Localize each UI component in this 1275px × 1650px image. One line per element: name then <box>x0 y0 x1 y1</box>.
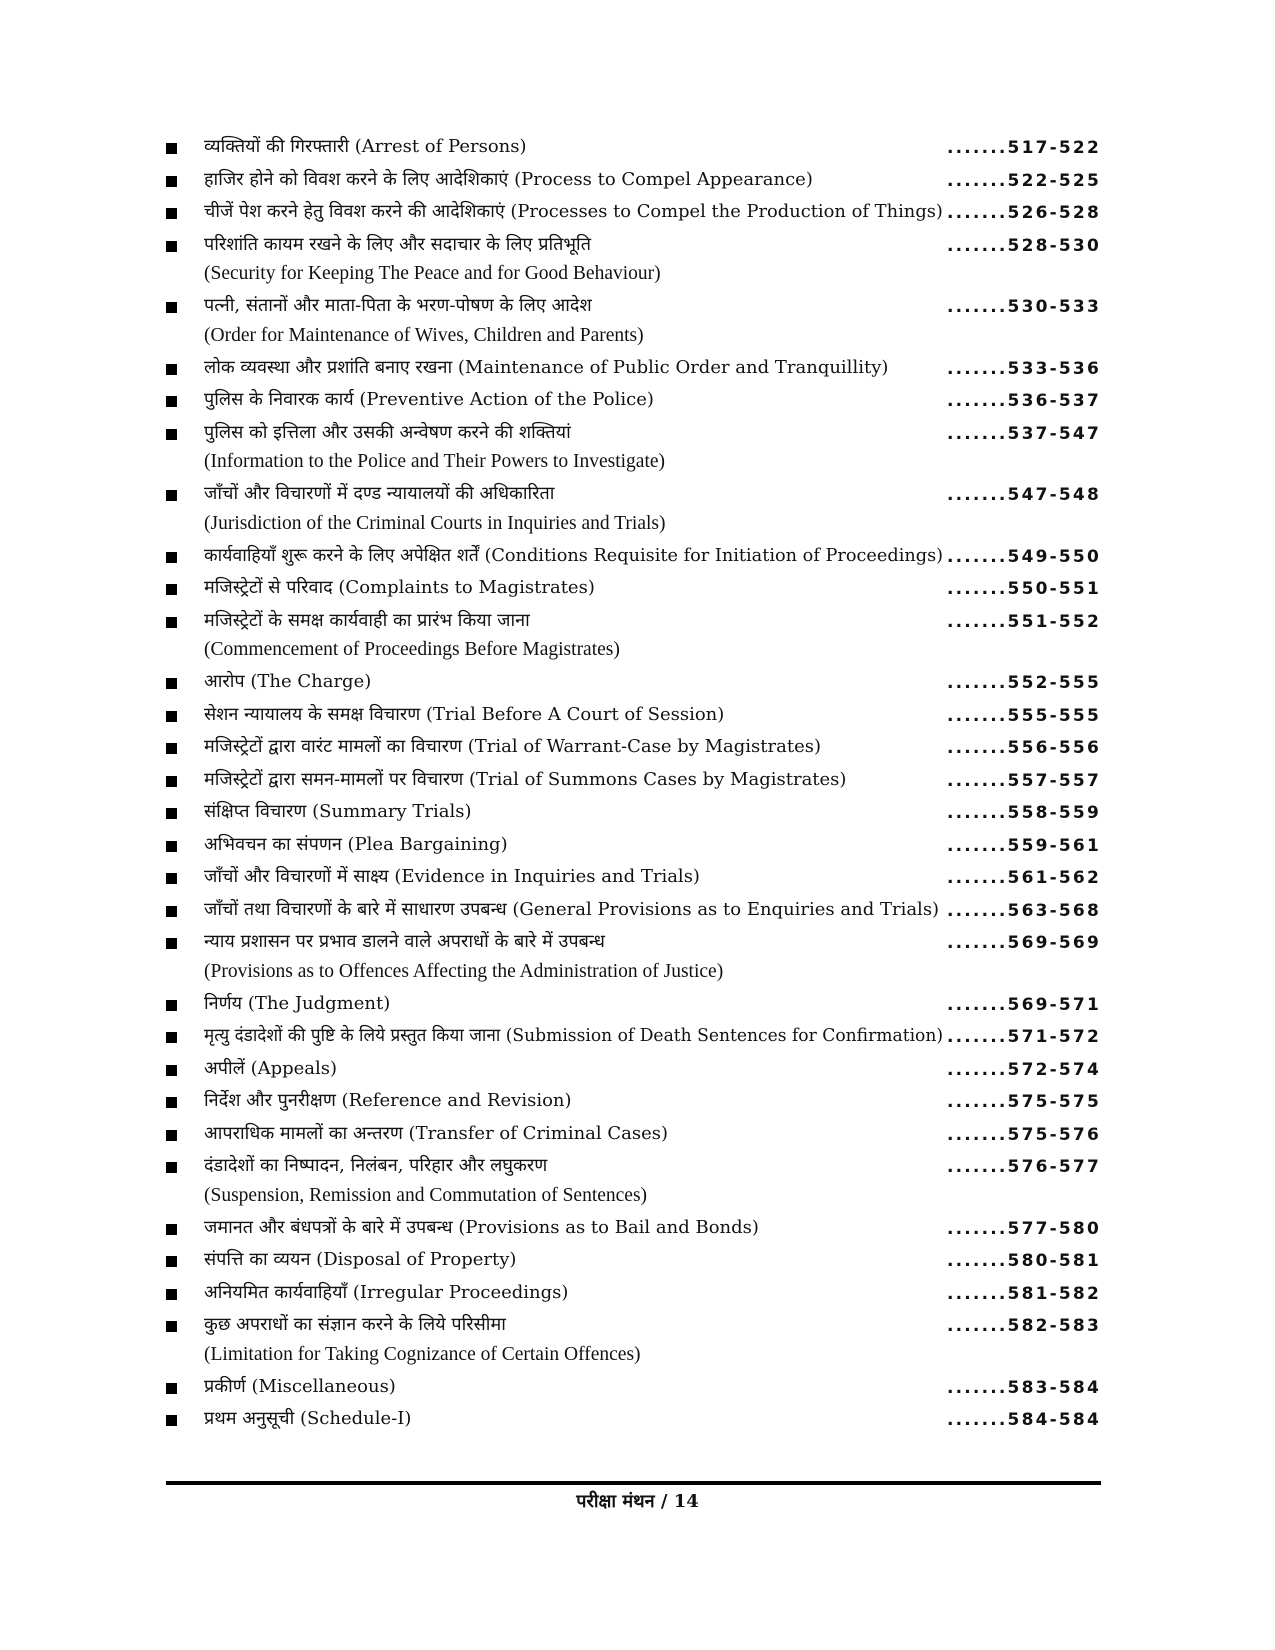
toc-entry-row <box>164 1151 1101 1184</box>
toc-entry-row <box>164 667 1101 700</box>
toc-entry-title: सेशन न्यायालय के समक्ष विचारण (Trial Before A Court of Session) <box>204 703 725 725</box>
toc-entry-row <box>164 418 1101 451</box>
toc-entry-title: मृत्यु दंडादेशों की पुष्टि के लिये प्रस्तुत किया जाना (Submission of Death Sentences for Confirmation) <box>204 1025 944 1046</box>
square-bullet-icon <box>166 938 177 949</box>
toc-entry-row <box>164 541 1101 574</box>
toc-entry-title: परिशांति कायम रखने के लिए और सदाचार के लिए प्रतिभूति <box>204 233 591 255</box>
toc-entry <box>164 1021 1101 1054</box>
toc-entry-row <box>164 573 1101 606</box>
toc-entry <box>164 1151 1101 1213</box>
toc-entry-pages: .......569-569 <box>946 933 1101 953</box>
toc-entry-subtitle-row <box>164 638 1101 667</box>
toc-entry <box>164 479 1101 541</box>
toc-entry-title: प्रथम अनुसूची (Schedule-I) <box>204 1408 412 1429</box>
square-bullet-icon <box>166 743 177 754</box>
toc-entry-pages: .......530-533 <box>946 297 1101 317</box>
toc-entry-pages: .......526-528 <box>946 203 1101 223</box>
toc-entry <box>164 385 1101 418</box>
square-bullet-icon <box>166 1256 177 1267</box>
toc-entry-row <box>164 927 1101 960</box>
toc-entry <box>164 1245 1101 1278</box>
toc-entry <box>164 353 1101 386</box>
square-bullet-icon <box>166 617 177 628</box>
toc-entry-row <box>164 479 1101 512</box>
toc-entry-row <box>164 797 1101 830</box>
toc-entry-pages: .......559-561 <box>946 835 1101 856</box>
toc-entry-subtitle-row <box>164 512 1101 541</box>
square-bullet-icon <box>166 711 177 722</box>
toc-entry-row <box>164 830 1101 863</box>
toc-entry <box>164 797 1101 830</box>
toc-entry-subtitle: (Information to the Police and Their Powers to Investigate) <box>204 451 666 472</box>
toc-entry <box>164 197 1101 230</box>
toc-entry-pages: .......572-574 <box>946 1059 1101 1080</box>
toc-entry <box>164 573 1101 606</box>
toc-entry <box>164 1372 1101 1405</box>
toc-entry-pages: .......575-575 <box>946 1092 1101 1112</box>
toc-entry-pages: .......547-548 <box>946 485 1101 505</box>
toc-entry <box>164 1213 1101 1246</box>
toc-entry-row <box>164 353 1101 386</box>
toc-entry-title: व्यक्तियों की गिरफ्तारी (Arrest of Persons) <box>204 136 527 157</box>
toc-entry <box>164 862 1101 895</box>
square-bullet-icon <box>166 1162 177 1173</box>
toc-entry-title: जाँचों और विचारणों में साक्ष्य (Evidence in Inquiries and Trials) <box>204 866 700 887</box>
toc-entry-title: हाजिर होने को विवश करने के लिए आदेशिकाएं (Process to Compel Appearance) <box>204 168 813 190</box>
toc-entry-title: निर्णय (The Judgment) <box>204 992 391 1014</box>
toc-entry <box>164 732 1101 765</box>
toc-entry-row <box>164 862 1101 895</box>
toc-entry <box>164 765 1101 798</box>
toc-entry-row <box>164 606 1101 639</box>
toc-entry <box>164 1119 1101 1152</box>
toc-entry-row <box>164 197 1101 230</box>
square-bullet-icon <box>166 552 177 563</box>
toc-entry-pages: .......556-556 <box>946 738 1101 758</box>
toc-entry-row <box>164 165 1101 198</box>
toc-entry-row <box>164 230 1101 263</box>
square-bullet-icon <box>166 808 177 819</box>
square-bullet-icon <box>166 1097 177 1108</box>
toc-entry-pages: .......571-572 <box>946 1027 1101 1047</box>
toc-entry-title: संपत्ति का व्ययन (Disposal of Property) <box>204 1249 517 1270</box>
toc-entry-pages: .......582-583 <box>946 1316 1101 1336</box>
toc-entry-title: मजिस्ट्रेटों के समक्ष कार्यवाही का प्रारंभ किया जाना <box>204 609 530 631</box>
toc-entry-row <box>164 385 1101 418</box>
toc-entry-title: लोक व्यवस्था और प्रशांति बनाए रखना (Maintenance of Public Order and Tranquillity) <box>204 356 889 378</box>
toc-entry-subtitle-row <box>164 960 1101 989</box>
toc-entry-title: न्याय प्रशासन पर प्रभाव डालने वाले अपराधों के बारे में उपबन्ध <box>204 931 605 952</box>
toc-entry-title: आरोप (The Charge) <box>204 671 372 692</box>
toc-entry-row <box>164 895 1101 928</box>
toc-entry <box>164 830 1101 863</box>
square-bullet-icon <box>166 841 177 852</box>
toc-entry-pages: .......517-522 <box>946 138 1101 158</box>
toc-entry <box>164 418 1101 480</box>
footer-rule <box>166 1481 1101 1485</box>
square-bullet-icon <box>166 429 177 440</box>
toc-entry-pages: .......577-580 <box>946 1218 1101 1239</box>
table-of-contents <box>164 132 1101 1437</box>
toc-entry-subtitle: (Security for Keeping The Peace and for Good Behaviour) <box>204 263 661 284</box>
toc-entry <box>164 700 1101 733</box>
toc-entry-subtitle-row <box>164 262 1101 291</box>
square-bullet-icon <box>166 1383 177 1394</box>
toc-entry-title: अपीलें (Appeals) <box>204 1057 338 1079</box>
toc-entry-pages: .......550-551 <box>946 579 1101 599</box>
toc-entry-pages: .......528-530 <box>946 235 1101 256</box>
square-bullet-icon <box>166 396 177 407</box>
square-bullet-icon <box>166 208 177 219</box>
toc-entry-pages: .......533-536 <box>946 358 1101 379</box>
toc-entry-title: जमानत और बंधपत्रों के बारे में उपबन्ध (Provisions as to Bail and Bonds) <box>204 1216 759 1238</box>
toc-entry-title: संक्षिप्त विचारण (Summary Trials) <box>204 801 472 822</box>
toc-entry-title: मजिस्ट्रेटों से परिवाद (Complaints to Magistrates) <box>204 577 595 598</box>
toc-entry-pages: .......552-555 <box>946 673 1101 693</box>
toc-entry-subtitle: (Limitation for Taking Cognizance of Certain Offences) <box>204 1343 641 1365</box>
toc-entry <box>164 1054 1101 1087</box>
square-bullet-icon <box>166 1065 177 1076</box>
toc-entry-row <box>164 1119 1101 1152</box>
square-bullet-icon <box>166 1415 177 1426</box>
toc-entry-title: कार्यवाहियाँ शुरू करने के लिए अपेक्षित शर्तें (Conditions Requisite for Initiation of Proceedings) <box>204 544 944 566</box>
toc-entry-pages: .......581-582 <box>946 1283 1101 1304</box>
square-bullet-icon <box>166 873 177 884</box>
toc-entry <box>164 230 1101 292</box>
toc-entry <box>164 1086 1101 1119</box>
toc-entry-title: कुछ अपराधों का संज्ञान करने के लिये परिसीमा <box>204 1314 506 1335</box>
toc-entry <box>164 165 1101 198</box>
square-bullet-icon <box>166 1224 177 1235</box>
toc-entry-title: जाँचों तथा विचारणों के बारे में साधारण उपबन्ध (General Provisions as to Enquiries and Trials) <box>204 898 940 920</box>
toc-entry <box>164 291 1101 353</box>
square-bullet-icon <box>166 584 177 595</box>
square-bullet-icon <box>166 1321 177 1332</box>
square-bullet-icon <box>166 302 177 313</box>
toc-entry-pages: .......558-559 <box>946 803 1101 823</box>
toc-entry-row <box>164 1310 1101 1343</box>
square-bullet-icon <box>166 241 177 252</box>
toc-entry-subtitle-row <box>164 1184 1101 1213</box>
toc-entry-row <box>164 1372 1101 1405</box>
toc-entry-pages: .......569-571 <box>946 994 1101 1015</box>
toc-entry-title: प्रकीर्ण (Miscellaneous) <box>204 1375 396 1397</box>
toc-entry-pages: .......549-550 <box>946 546 1101 567</box>
toc-entry-pages: .......551-552 <box>946 611 1101 632</box>
toc-entry-row <box>164 1278 1101 1311</box>
toc-entry-subtitle-row <box>164 450 1101 479</box>
square-bullet-icon <box>166 1000 177 1011</box>
square-bullet-icon <box>166 1130 177 1141</box>
toc-entry-subtitle: (Order for Maintenance of Wives, Children and Parents) <box>204 324 644 346</box>
square-bullet-icon <box>166 143 177 154</box>
toc-entry-title: मजिस्ट्रेटों द्वारा वारंट मामलों का विचारण (Trial of Warrant-Case by Magistrates) <box>204 736 821 757</box>
toc-entry-title: अभिवचन का संपणन (Plea Bargaining) <box>204 833 508 855</box>
toc-entry <box>164 541 1101 574</box>
toc-entry-title: चीजें पेश करने हेतु विवश करने की आदेशिकाएं (Processes to Compel the Production of Things) <box>204 201 943 222</box>
toc-entry-title: आपराधिक मामलों का अन्तरण (Transfer of Criminal Cases) <box>204 1122 669 1144</box>
square-bullet-icon <box>166 364 177 375</box>
toc-entry-row <box>164 989 1101 1022</box>
toc-entry-title: जाँचों और विचारणों में दण्ड न्यायालयों की अधिकारिता <box>204 483 555 504</box>
toc-entry-pages: .......580-581 <box>946 1251 1101 1271</box>
toc-entry-pages: .......557-557 <box>946 770 1101 791</box>
toc-entry-pages: .......575-576 <box>946 1124 1101 1145</box>
toc-entry-pages: .......576-577 <box>946 1157 1101 1177</box>
toc-entry <box>164 1404 1101 1437</box>
toc-entry-pages: .......537-547 <box>946 423 1101 444</box>
toc-entry-row <box>164 1054 1101 1087</box>
toc-entry-title: पुलिस के निवारक कार्य (Preventive Action of the Police) <box>204 389 654 410</box>
toc-entry-subtitle: (Jurisdiction of the Criminal Courts in Inquiries and Trials) <box>204 512 666 534</box>
toc-entry-row <box>164 700 1101 733</box>
toc-entry-pages: .......584-584 <box>946 1410 1101 1430</box>
toc-entry-row <box>164 1086 1101 1119</box>
square-bullet-icon <box>166 678 177 689</box>
toc-entry-title: अनियमित कार्यवाहियाँ (Irregular Proceedings) <box>204 1281 569 1303</box>
toc-entry <box>164 1278 1101 1311</box>
toc-entry-pages: .......563-568 <box>946 900 1101 921</box>
square-bullet-icon <box>166 906 177 917</box>
toc-entry-pages: .......522-525 <box>946 170 1101 191</box>
square-bullet-icon <box>166 490 177 501</box>
toc-entry-pages: .......561-562 <box>946 868 1101 888</box>
toc-entry-subtitle-row <box>164 324 1101 353</box>
toc-entry-subtitle: (Commencement of Proceedings Before Magistrates) <box>204 639 620 660</box>
toc-entry-pages: .......536-537 <box>946 391 1101 411</box>
toc-entry-subtitle: (Suspension, Remission and Commutation of Sentences) <box>204 1184 648 1206</box>
toc-entry-row <box>164 1245 1101 1278</box>
toc-entry-row <box>164 1021 1101 1054</box>
toc-entry-row <box>164 1404 1101 1437</box>
toc-entry <box>164 1310 1101 1372</box>
toc-entry-row <box>164 732 1101 765</box>
toc-entry <box>164 667 1101 700</box>
toc-entry <box>164 989 1101 1022</box>
square-bullet-icon <box>166 1032 177 1043</box>
square-bullet-icon <box>166 176 177 187</box>
toc-entry-pages: .......583-584 <box>946 1377 1101 1398</box>
toc-entry-title: निर्देश और पुनरीक्षण (Reference and Revision) <box>204 1090 572 1111</box>
square-bullet-icon <box>166 776 177 787</box>
toc-entry <box>164 927 1101 989</box>
toc-entry <box>164 895 1101 928</box>
toc-entry-title: पत्नी, संतानों और माता-पिता के भरण-पोषण के लिए आदेश <box>204 295 592 316</box>
square-bullet-icon <box>166 1289 177 1300</box>
toc-entry-row <box>164 291 1101 324</box>
toc-entry-title: पुलिस को इत्तिला और उसकी अन्वेषण करने की शक्तियां <box>204 421 571 443</box>
toc-entry-row <box>164 132 1101 165</box>
toc-entry-subtitle: (Provisions as to Offences Affecting the Administration of Justice) <box>204 960 724 982</box>
toc-entry-row <box>164 1213 1101 1246</box>
toc-entry-title: मजिस्ट्रेटों द्वारा समन-मामलों पर विचारण (Trial of Summons Cases by Magistrates) <box>204 768 847 790</box>
toc-entry-title: दंडादेशों का निष्पादन, निलंबन, परिहार और लघुकरण <box>204 1155 548 1176</box>
toc-entry <box>164 132 1101 165</box>
page-footer: परीक्षा मंथन / 14 <box>576 1491 699 1512</box>
toc-entry-subtitle-row <box>164 1343 1101 1372</box>
toc-entry-pages: .......555-555 <box>946 705 1101 726</box>
toc-entry <box>164 606 1101 668</box>
toc-entry-row <box>164 765 1101 798</box>
